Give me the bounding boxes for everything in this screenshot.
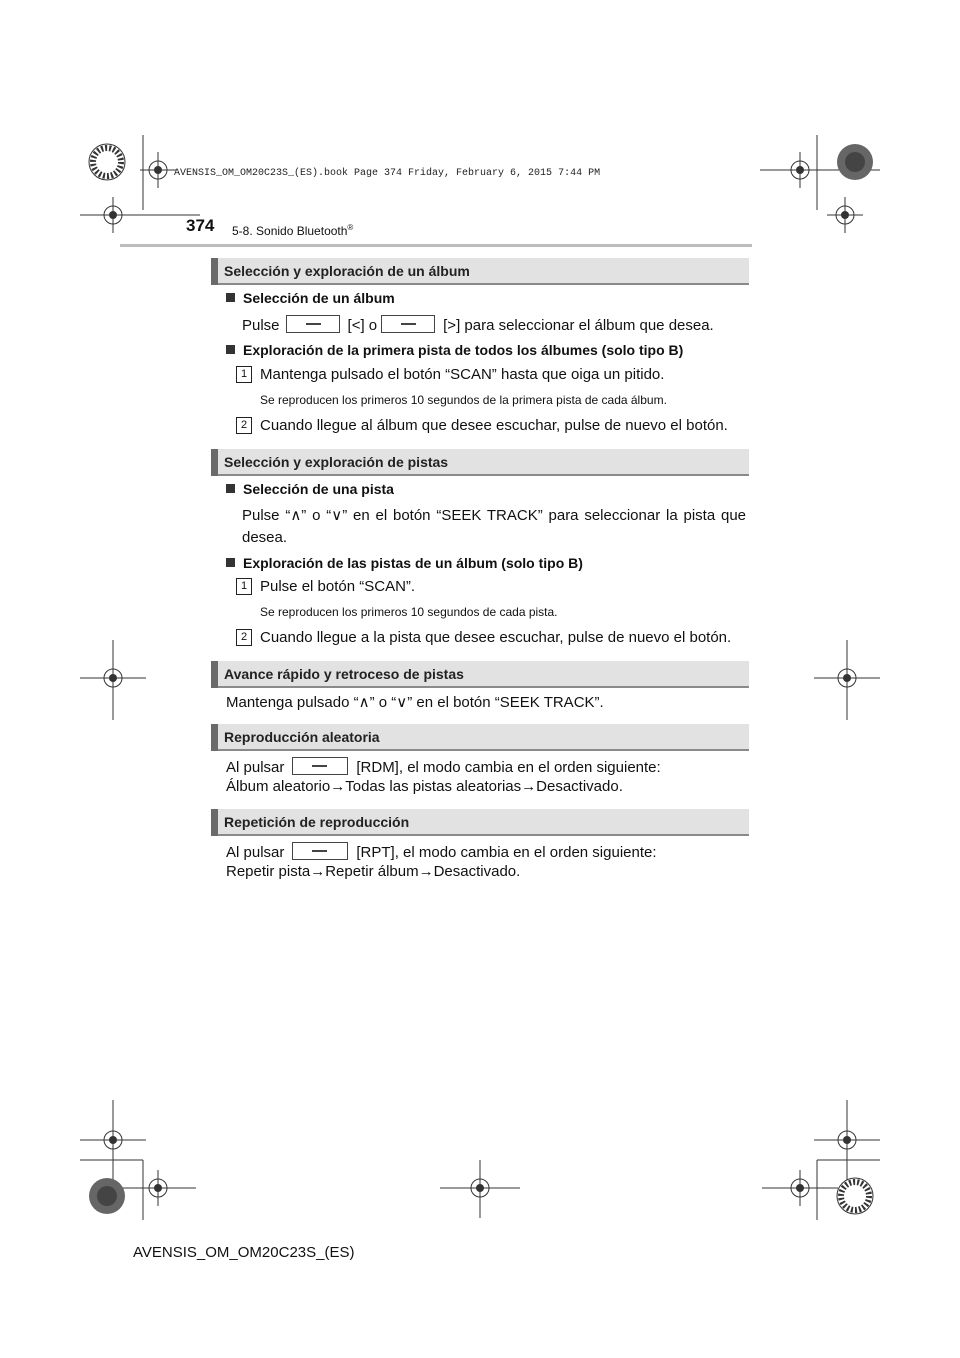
note-text: Se reproducen los primeros 10 segundos de cada pista.	[260, 605, 558, 619]
heading-text: Selección y exploración de pistas	[224, 454, 449, 470]
step-number: 1	[236, 578, 252, 595]
right-key-text: [>] para seleccionar el álbum que desea.	[443, 317, 714, 334]
subheading-track-select	[226, 481, 394, 497]
registered-mark: ®	[347, 223, 354, 232]
heading-fast-forward	[211, 661, 749, 688]
step-text: Pulse el botón “SCAN”.	[260, 578, 416, 595]
header-rule	[120, 244, 752, 247]
post-text: [RDM], el modo cambia en el orden siguiente:	[356, 759, 661, 776]
repeat-play-order: Repetir pista→Repetir álbum→Desactivado.	[226, 863, 521, 880]
square-bullet-icon	[226, 484, 235, 493]
step-text: Mantenga pulsado el botón “SCAN” hasta que oiga un pitido.	[260, 366, 665, 383]
heading-track-selection	[211, 449, 749, 476]
random-play-order: Álbum aleatorio→Todas las pistas aleatorias→Desactivado.	[226, 778, 623, 795]
subheading-text: Selección de un álbum	[243, 290, 395, 306]
section-title	[232, 223, 353, 238]
square-bullet-icon	[226, 293, 235, 302]
pre-text: Al pulsar	[226, 844, 285, 861]
step-text: Cuando llegue a la pista que desee escuchar, pulse de nuevo el botón.	[260, 629, 732, 646]
subheading-album-scan	[226, 342, 683, 358]
subheading-album-select	[226, 290, 395, 306]
heading-album-selection	[211, 258, 749, 285]
square-bullet-icon	[226, 558, 235, 567]
square-bullet-icon	[226, 345, 235, 354]
print-info: AVENSIS_OM_OM20C23S_(ES).book Page 374 Friday, February 6, 2015 7:44 PM	[174, 168, 601, 179]
subheading-text: Exploración de la primera pista de todos los álbumes (solo tipo B)	[243, 342, 684, 358]
album-select-instruction	[242, 315, 714, 334]
step-number: 1	[236, 366, 252, 383]
post-text: [RPT], el modo cambia en el orden siguiente:	[356, 844, 657, 861]
subheading-text: Selección de una pista	[243, 481, 394, 497]
heading-text: Avance rápido y retroceso de pistas	[224, 666, 464, 682]
pulse-text: Pulse	[242, 317, 280, 334]
step-number: 2	[236, 629, 252, 646]
note-text: Se reproducen los primeros 10 segundos de la primera pista de cada álbum.	[260, 393, 667, 407]
heading-text: Selección y exploración de un álbum	[224, 263, 470, 279]
heading-text: Reproducción aleatoria	[224, 729, 380, 745]
left-key-text: [<] o	[347, 317, 378, 334]
button-icon	[381, 315, 435, 333]
pre-text: Al pulsar	[226, 759, 285, 776]
subheading-text: Exploración de las pistas de un álbum (solo tipo B)	[243, 555, 583, 571]
page-number: 374	[186, 216, 215, 235]
fast-forward-text: Mantenga pulsado “∧” o “∨” en el botón “SEEK TRACK”.	[226, 694, 604, 711]
heading-text: Repetición de reproducción	[224, 814, 410, 830]
repeat-play-instruction	[226, 842, 657, 861]
subheading-track-scan	[226, 555, 583, 571]
footer-doc-id: AVENSIS_OM_OM20C23S_(ES)	[133, 1244, 355, 1261]
section-title-text: 5-8. Sonido Bluetooth	[232, 224, 348, 238]
step-number: 2	[236, 417, 252, 434]
button-icon	[286, 315, 340, 333]
step-text: Cuando llegue al álbum que desee escuchar, pulse de nuevo el botón.	[260, 417, 728, 434]
track-select-paragraph: Pulse “∧” o “∨” en el botón “SEEK TRACK” para seleccionar la pista que desea.	[242, 507, 746, 546]
random-play-instruction	[226, 757, 661, 776]
button-icon	[292, 842, 348, 860]
heading-random-play	[211, 724, 749, 751]
heading-repeat-play	[211, 809, 749, 836]
button-icon	[292, 757, 348, 775]
